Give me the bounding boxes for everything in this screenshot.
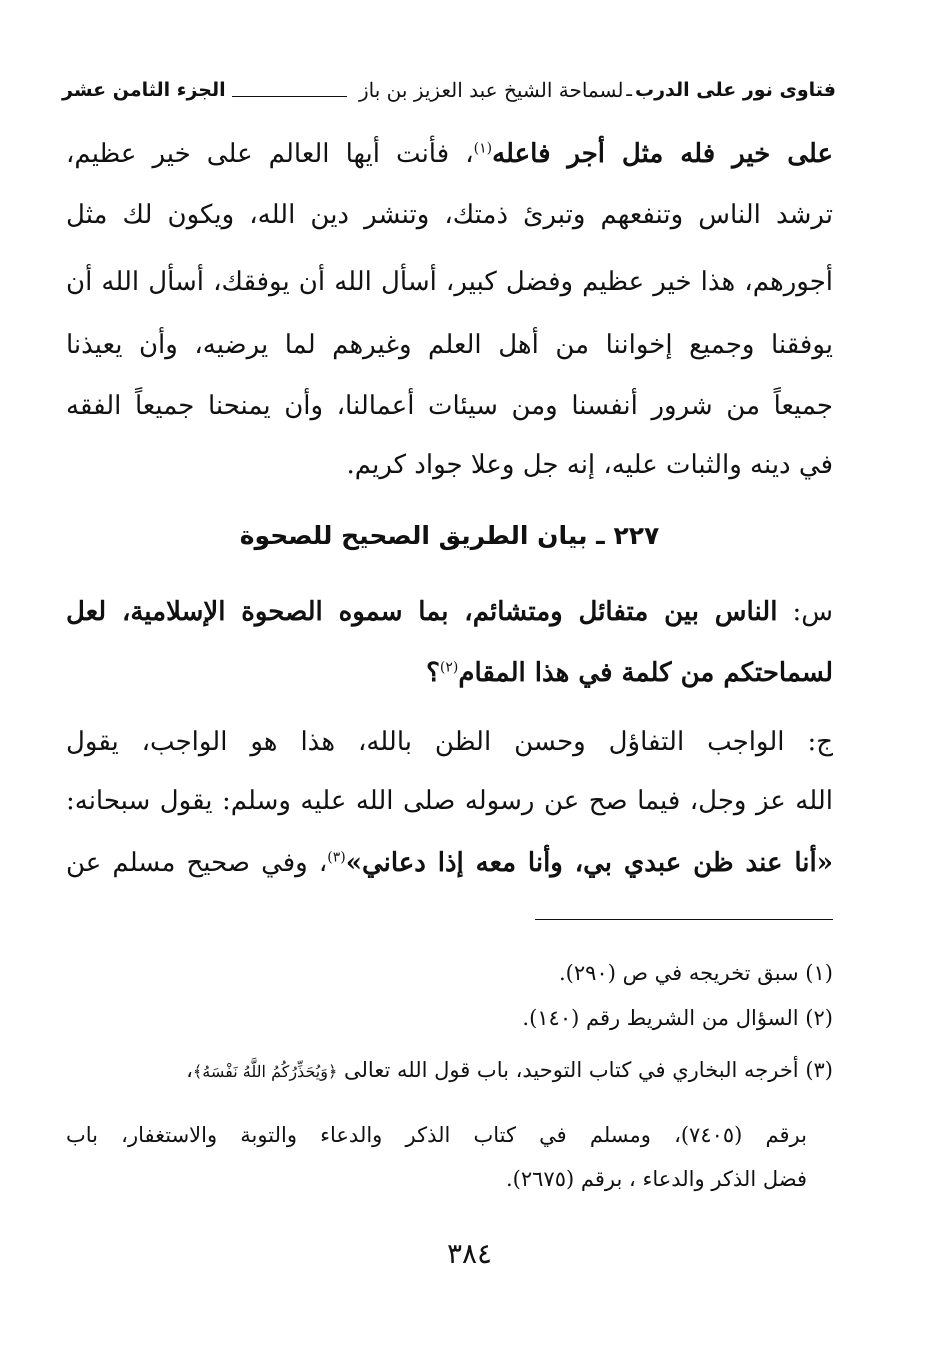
footnote-ref: (٣) — [327, 849, 346, 866]
footnote-2: (٢) السؤال من الشريط رقم (١٤٠). — [522, 1006, 833, 1030]
header-separator: ـ — [626, 79, 632, 101]
quran-verse: ﴿وَيُحَذِّرُكُمُ اللَّهُ نَفْسَهُ﴾ — [192, 1062, 338, 1081]
footnote-3 — [66, 1050, 833, 1090]
question-text: لسماحتكم من كلمة في هذا المقام — [458, 658, 833, 688]
question-mark: ؟ — [426, 658, 440, 688]
book-title: فتاوى نور على الدرب — [635, 79, 836, 101]
header-rule — [232, 96, 347, 97]
question-line — [66, 592, 833, 632]
page-number: ٣٨٤ — [446, 1237, 493, 1270]
answer-line — [66, 843, 833, 883]
body-line: يوفقنا وجميع إخواننا من أهل العلم وغيرهم لما يرضيه، وأن يعيذنا — [66, 330, 833, 360]
question-line — [66, 653, 833, 693]
footnote-punctuation: ، — [186, 1058, 193, 1082]
author-name: لسماحة الشيخ عبد العزيز بن باز — [359, 78, 624, 102]
answer-line: الله عز وجل، فيما صح عن رسوله صلى الله عليه وسلم: يقول سبحانه: — [66, 786, 833, 816]
section-title: ٢٢٧ ـ بيان الطريق الصحيح للصحوة — [239, 521, 660, 550]
footnote-separator — [535, 919, 833, 920]
footnote-ref: (١) — [473, 140, 493, 157]
volume-label: الجزء الثامن عشر — [62, 79, 226, 101]
answer-text: الواجب التفاؤل وحسن الظن بالله، هذا هو الواجب، يقول — [66, 727, 785, 757]
body-line: جميعاً من شرور أنفسنا ومن سيئات أعمالنا، وأن يمنحنا جميعاً الفقه — [66, 391, 833, 421]
body-line: ترشد الناس وتنفعهم وتبرئ ذمتك، وتنشر دين الله، ويكون لك مثل — [66, 200, 833, 230]
footnote-1: (١) سبق تخريجه في ص (٢٩٠). — [559, 961, 833, 985]
hadith-quote: «أنا عند ظن عبدي بي، وأنا معه إذا دعاني» — [345, 848, 833, 878]
body-line — [66, 134, 833, 174]
question-text: الناس بين متفائل ومتشائم، بما سموه الصحوة الإسلامية، لعل — [66, 597, 778, 627]
footnote-3-line-3: فضل الذكر والدعاء ، برقم (٢٦٧٥). — [506, 1167, 807, 1191]
answer-prefix: ج: — [807, 727, 833, 757]
answer-line — [66, 722, 833, 762]
body-text: ، فأنت أيها العالم على خير عظيم، — [66, 139, 474, 169]
footnote-3-line-2: برقم (٧٤٠٥)، ومسلم في كتاب الذكر والدعاء والتوبة والاستغفار، باب — [66, 1123, 807, 1147]
body-line: في دينه والثبات عليه، إنه جل وعلا جواد كريم. — [346, 450, 833, 480]
footnote-text: (٣) أخرجه البخاري في كتاب التوحيد، باب قول الله تعالى — [344, 1058, 833, 1082]
body-line: أجورهم، هذا خير عظيم وفضل كبير، أسأل الله أن يوفقك، أسأل الله أن — [66, 267, 833, 297]
answer-text: ، وفي صحيح مسلم عن — [66, 848, 328, 878]
running-header — [62, 70, 836, 110]
question-prefix: س: — [792, 597, 833, 627]
hadith-quote: على خير فله مثل أجر فاعله — [492, 139, 833, 169]
footnote-ref: (٢) — [439, 659, 459, 676]
